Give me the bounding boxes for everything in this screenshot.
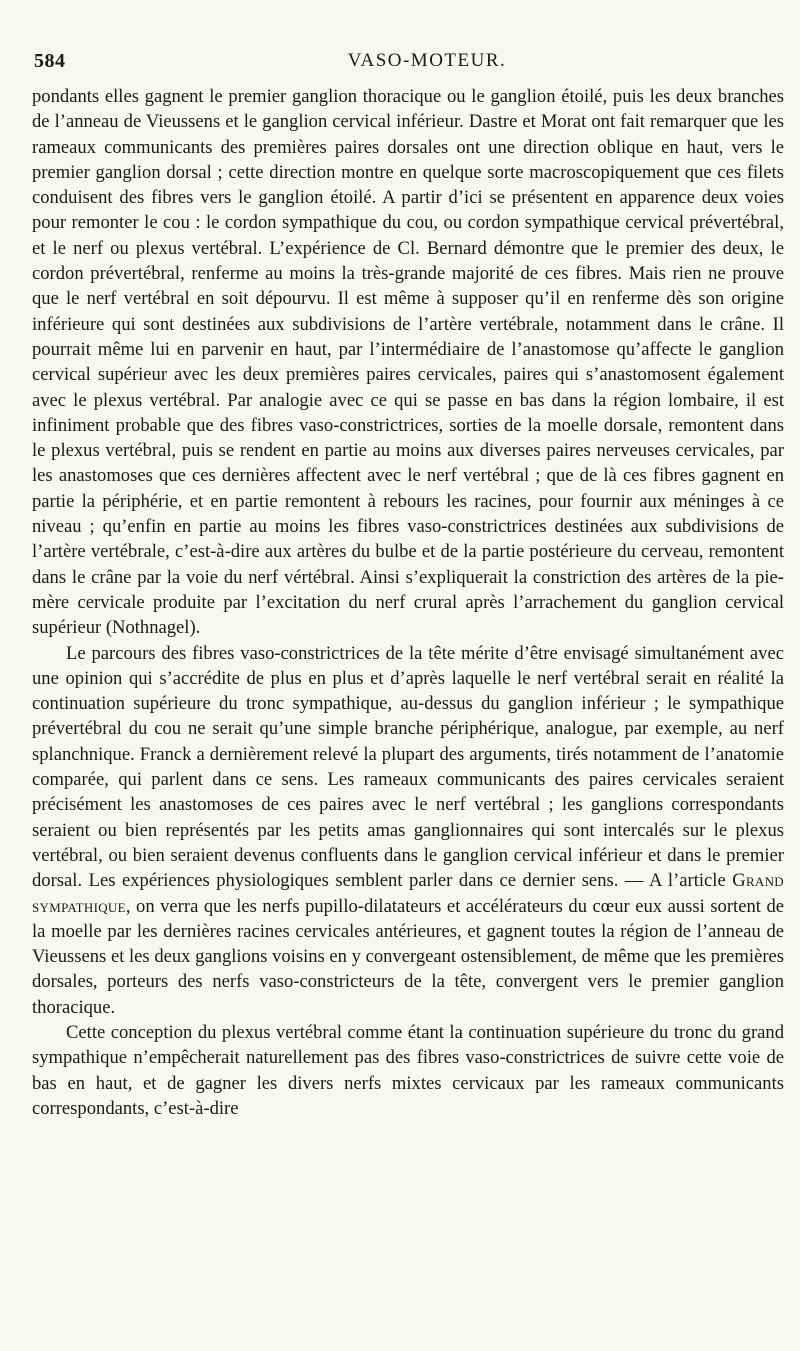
body-text (32, 84, 784, 1121)
page-header (34, 50, 784, 78)
paragraph-fibres-tete (32, 641, 784, 1020)
paragraph-conception: Cette conception du plexus vertébral comme étant la continuation supérieure du tronc du grand sympathique n’empêcherait naturellement pas des fibres vaso-constrictrices de suivre cette voie de bas en haut, et de gagner les divers nerfs mixtes cervicaux par les rameaux communicants correspondants, c’est-à-dire (32, 1021, 784, 1119)
paragraph-text: Le parcours des fibres vaso-constrictrices de la tête mérite d’être envisagé simultanément avec une opinion qui s’accrédite de plus en plus et d’après laquelle le nerf vertébral serait en réalité la continuation supérieure du tronc sympathique, au-dessus du ganglion inférieur ; le sympathique prévertébral du cou ne serait qu’une simple branche périphérique, analogue, par exemple, au nerf splanchnique. Franck a dernièrement relevé la plupart des arguments, tirés notamment de l’anatomie comparée, qui parlent dans ce sens. Les rameaux communicants des paires cervicales seraient précisément les anastomoses de ces paires avec le nerf vertébral ; les ganglions correspondants seraient ou bien représentés par les petits amas ganglionnaires qui sont intercalés sur le plexus vertébral, ou bien seraient devenus confluents dans le ganglion cervical inférieur et dans le premier dorsal. Les expériences physiologiques semblent parler dans ce dernier sens. — A l’article (32, 642, 784, 892)
page-number: 584 (34, 50, 66, 72)
paragraph-continued: pondants elles gagnent le premier ganglion thoracique ou le ganglion étoilé, puis les deux branches de l’anneau de Vieussens et le ganglion cervical inférieur. Dastre et Morat ont fait remarquer que les rameaux communicants des premières paires dorsales ont une direction oblique en haut, vers le premier ganglion dorsal ; cette direction montre en quelque sorte macroscopiquement que ces filets conduisent des fibres vers le ganglion étoilé. A partir d’ici se présentent en apparence deux voies pour remonter le cou : le cordon sympathique du cou, ou cordon sympathique cervical prévertébral, et le nerf ou plexus vertébral. L’expérience de Cl. Bernard démontre que le premier des deux, le cordon prévertébral, renferme au moins la très-grande majorité de ces fibres. Mais rien ne prouve que le nerf vertébral en soit dépourvu. Il est même à supposer qu’il en renferme dès son origine inférieure qui sont destinées aux subdivisions de l’artère vertébrale, notamment dans le crâne. Il pourrait même lui en parvenir en haut, par l’intermédiaire de l’anastomose qu’affecte le ganglion cervical supérieur avec les deux premières paires cervicales, paires qui s’anastomosent également avec le plexus vertébral. Par analogie avec ce qui se passe en bas dans la région lombaire, il est infiniment probable que des fibres vaso-constrictrices, sorties de la moelle dorsale, remontent dans le plexus vertébral, puis se rendent en partie au moins aux diverses paires nerveuses cervicales, par les anastomoses que ces dernières affectent avec le nerf vertébral ; que de là ces fibres gagnent en partie la périphérie, et en partie remontent à rebours les racines, pour fournir aux méninges à ce niveau ; qu’enfin en partie au moins les fibres vaso-constrictrices destinées aux subdivisions de l’artère vertébrale, c’est-à-dire aux artères du bulbe et de la partie postérieure du cerveau, remontent dans le crâne par la voie du nerf vértébral. Ainsi s’expliquerait la constriction des artères de la pie-mère cervicale produite par l’excitation du nerf crural après l’arrachement du ganglion cervical supérieur (Nothnagel). (32, 86, 784, 639)
running-title: VASO-MOTEUR. (347, 50, 507, 71)
cross-reference: Grand sympathique (32, 870, 784, 917)
paragraph-text: , on verra que les nerfs pupillo-dilatateurs et accélérateurs du cœur eux aussi sortent de la moelle par les dernières racines cervicales antérieures, et gagnent toutes la région de l’anneau de Vieussens et les deux ganglions voisins en y convergeant ostensiblement, de même que les premières dorsales, porteurs des nerfs vaso-constricteurs de la tête, convergent vers le premier ganglion thoracique. (32, 895, 784, 1018)
